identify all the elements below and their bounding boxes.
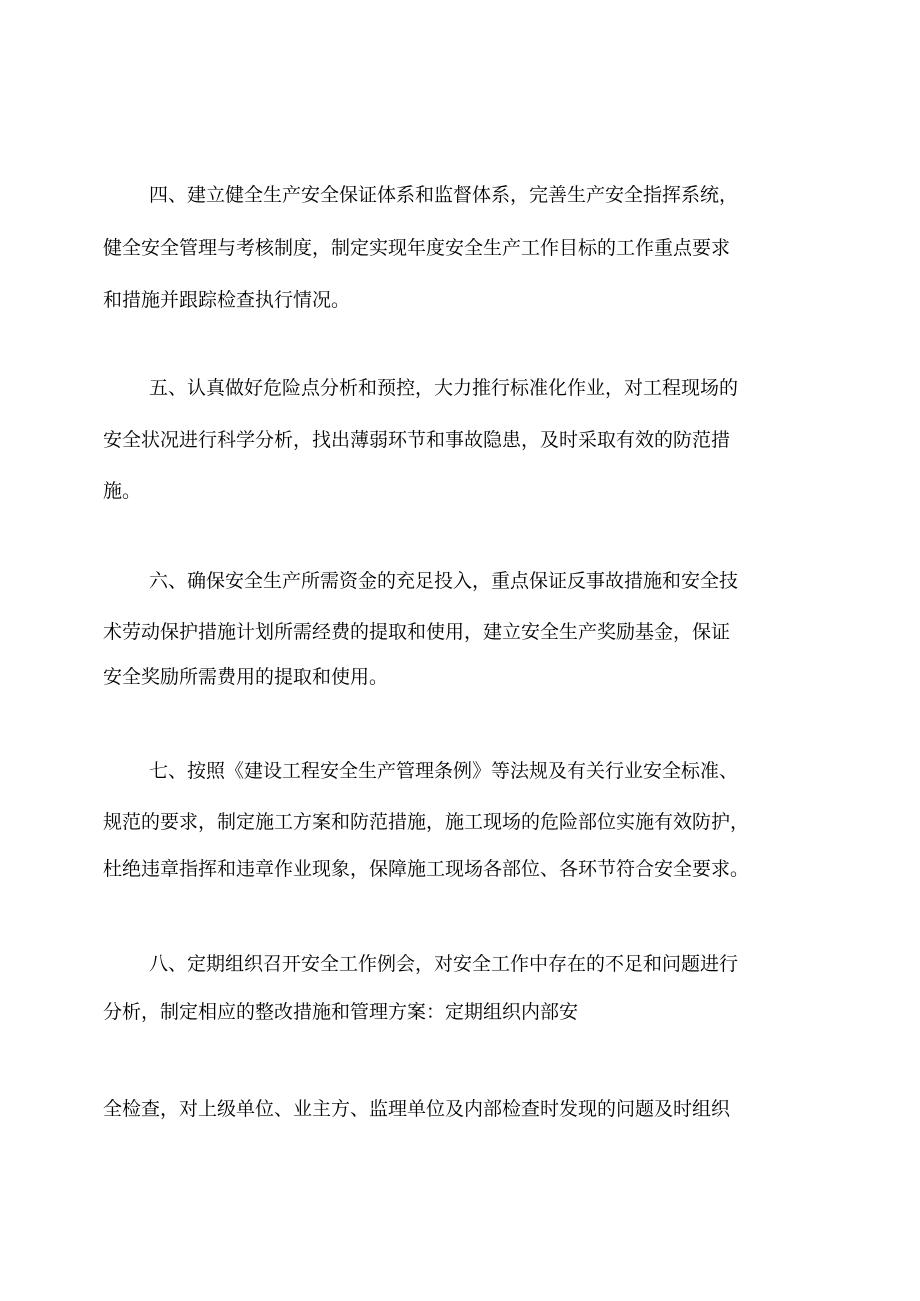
paragraph-7-line-2: 规范的要求，制定施工方案和防范措施，施工现场的危险部位实施有效防护， (103, 811, 750, 833)
paragraph-8-line-2: 分析，制定相应的整改措施和管理方案：定期组织内部安 (103, 1001, 579, 1023)
paragraph-8-line-1: 八、定期组织召开安全工作例会，对安全工作中存在的不足和问题进行 (149, 953, 739, 975)
paragraph-6-line-3: 安全奖励所需费用的提取和使用。 (103, 666, 389, 688)
continuation-line-1: 全检查，对上级单位、业主方、监理单位及内部检查时发现的问题及时组织 (103, 1098, 731, 1120)
paragraph-4-line-3: 和措施并跟踪检查执行情况。 (103, 289, 351, 311)
paragraph-7-line-1: 七、按照《建设工程安全生产管理条例》等法规及有关行业安全标准、 (149, 760, 739, 782)
paragraph-7-line-3: 杜绝违章指挥和违章作业现象，保障施工现场各部位、各环节符合安全要求。 (103, 858, 750, 880)
paragraph-4-line-2: 健全安全管理与考核制度，制定实现年度安全生产工作目标的工作重点要求 (103, 237, 731, 259)
paragraph-6-line-2: 术劳动保护措施计划所需经费的提取和使用，建立安全生产奖励基金，保证 (103, 621, 731, 643)
paragraph-6-line-1: 六、确保安全生产所需资金的充足投入，重点保证反事故措施和安全技 (149, 570, 739, 592)
paragraph-5-line-3: 施。 (103, 480, 142, 502)
paragraph-5-line-2: 安全状况进行科学分析，找出薄弱环节和事故隐患，及时采取有效的防范措 (103, 429, 731, 451)
paragraph-5-line-1: 五、认真做好危险点分析和预控，大力推行标准化作业，对工程现场的 (149, 377, 739, 399)
paragraph-4-line-1: 四、建立健全生产安全保证体系和监督体系，完善生产安全指挥系统， (149, 184, 739, 206)
